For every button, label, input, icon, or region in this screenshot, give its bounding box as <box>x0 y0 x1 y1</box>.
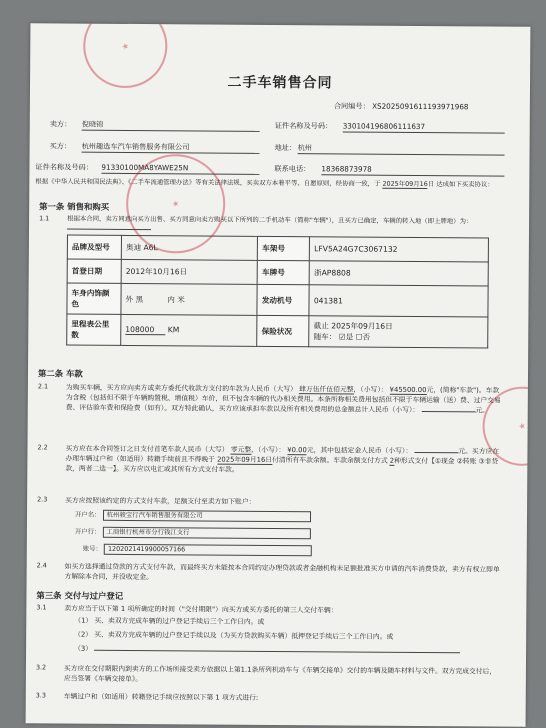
clause-1-1-number: 1.1 <box>39 214 50 223</box>
account-name: 杭州骏宝行汽车销售服务有限公司 <box>103 510 311 522</box>
phone-label: 联系电话： <box>274 163 311 174</box>
clause-3-1-option-2: （2） 买、卖双方完成车辆的过户登记手续以及（为买方贷款购买车辆）抵押登记手续后三个工作日内。或 <box>74 630 394 641</box>
follow-yes-checkbox[interactable]: ☑ <box>338 332 346 342</box>
color-label: 车身内饰颜色 <box>67 283 121 314</box>
clause-2-2-text-c: 元，其中包括定金人民币（小写）： <box>306 446 413 455</box>
bank-name: 工商银行杭州市分行钱江支行 <box>102 527 310 539</box>
price-uppercase: 肆万伍仟伍佰元整 <box>299 385 354 394</box>
account-number-label: 账号： <box>82 544 102 553</box>
plate-label: 车牌号 <box>257 260 309 284</box>
clause-3-1-option-3-label: （3） <box>74 644 93 653</box>
payment-deadline: 2025年09月16日 <box>217 455 273 464</box>
clause-3-1: 卖方应当于以下第 1 项所确定的时间（"交付期限"）向买方或买方委托的第三人交付车辆： <box>64 604 338 615</box>
phone: 18368873978 <box>321 164 504 176</box>
clause-2-1 <box>66 383 502 416</box>
section-1-title: 第一条 销售和购买 <box>39 201 110 212</box>
follow-label: 随车： <box>313 332 337 342</box>
brand-label: 品牌及型号 <box>67 235 121 259</box>
vin-value: LFV5A24G7C3067132 <box>310 237 489 262</box>
option-3-blank <box>94 650 460 654</box>
company-seal: ★ <box>73 23 178 98</box>
buyer-cert-label: 证件名称及号码： <box>35 162 93 172</box>
page-title: 二手车销售合同 <box>227 74 333 92</box>
clause-2-4: 如买方选择通过贷款的方式支付车款，而最终买方未能按本合同约定办理贷款或者金融机构未足额批准买方申请的汽车消费贷款，卖方有权立即单方解除本合同，并没收定金。 <box>64 562 500 582</box>
contract-number-label: 合同编号： <box>333 101 370 111</box>
insurance-value <box>309 316 488 348</box>
bank-row <box>75 527 311 540</box>
section-3-title: 第三条 交付与过户登记 <box>36 590 124 601</box>
insurance-end: 截止 2025年09月16日 <box>313 321 393 331</box>
mileage-unit: KM <box>167 325 180 335</box>
contract-page <box>26 23 531 726</box>
contract-number-row <box>334 101 469 112</box>
clause-2-3-number: 2.3 <box>37 495 48 504</box>
clause-3-2-number: 3.2 <box>35 663 47 672</box>
company-seal: ★ <box>114 142 238 266</box>
follow-yes-label: 是 <box>345 332 354 342</box>
mileage-label: 里程表公里数 <box>67 314 121 345</box>
account-number-row <box>83 544 312 557</box>
seller-label: 卖方： <box>49 119 72 129</box>
clause-3-1-option-3 <box>74 644 510 657</box>
cert-label: 证件名称及号码： <box>274 120 333 131</box>
vehicle-info-table <box>66 235 489 349</box>
clause-2-1-text-b: ，（小写）： <box>353 385 388 394</box>
clause-3-3: 车辆过户和（如适用）转籍登记手续应按照以下第 1 项方式进行: <box>63 692 259 702</box>
down-payment-uppercase: 零元整 <box>230 445 252 454</box>
clause-3-3-number: 3.3 <box>35 691 46 700</box>
account-number: 1202021419900057166 <box>104 544 312 556</box>
address-label: 地址： <box>274 142 297 153</box>
clause-1-1 <box>67 215 507 236</box>
engine-value: 041381 <box>309 285 488 317</box>
clause-2-2-text-f: 种形式支付【①现金 ②转账 ③非贷款，两者二选一】。买方应以电汇或其所有方式支付车款。 <box>65 456 499 474</box>
address: 杭州 <box>298 143 505 155</box>
intro-paragraph <box>35 177 523 189</box>
follow-no-label: 否 <box>362 332 371 342</box>
company-seal: ★ <box>473 377 531 476</box>
insurance-label: 保险状况 <box>257 315 309 346</box>
follow-no-checkbox[interactable]: ☐ <box>355 332 363 342</box>
clause-3-1-option-1: （1） 买、卖双方完成车辆的过户登记手续后三个工作日内。或 <box>74 616 265 626</box>
account-name-label: 开户名： <box>74 510 101 519</box>
total-blank <box>421 411 475 412</box>
first-registration-value: 2012年10月16日 <box>121 259 257 284</box>
deposit-blank <box>414 452 458 453</box>
payment-method: 2 <box>389 456 395 465</box>
registration-place <box>67 229 151 231</box>
clause-2-1-text-d: 元，(简称"车款")。车款为含税（包括但不限于车辆购置税、增值税）车价，但不包含车辆的代办相关费用。本条所称相关费用包括但不限于车辆运输（送）费、过户交易费、评估验车费和保险费（如有）。双方特此确认，买方应该承担车款以及所有相关费用的总金额总计人民币（小写）： <box>65 386 501 414</box>
sign-date: 2025年09月16 <box>382 179 428 189</box>
buyer-label: 买方： <box>49 141 72 151</box>
clause-2-2 <box>65 444 501 477</box>
color-value <box>121 283 258 315</box>
clause-2-3: 买方应按照该约定的方式支付车款，足额支付至卖方如下账户： <box>65 496 256 506</box>
contract-number: XS2025091611193971968 <box>372 101 469 112</box>
clause-2-1-number: 2.1 <box>37 382 49 391</box>
clause-2-2-text: 买方应在本合同签订之日支付首笔车款人民币（大写） <box>65 444 229 454</box>
clause-3-2: 买方应在交付期限内到卖方的工作场所接受卖方依据以上第1.1条所列机动车与《车辆交接单》交付的车辆及随车材料与文件。双方完成交付后，应当签署《车辆交接单》。 <box>63 664 497 684</box>
clause-2-4-number: 2.4 <box>36 561 47 570</box>
plate-value: 浙AP8808 <box>309 261 488 286</box>
clause-2-1-text: 为购买车辆，买方应向卖方或卖方委托代收款方支付的车款为人民币（大写） <box>65 383 298 394</box>
clause-2-2-text-b: ，（小写）： <box>251 445 286 455</box>
account-name-row <box>75 510 311 523</box>
exterior-color: 外 黑 <box>125 294 144 304</box>
buyer-cert-number: 91330100MA8YAWE25N <box>101 163 259 175</box>
seller-cert-number: 330104196806111637 <box>343 121 505 133</box>
clause-2-2-number: 2.2 <box>37 443 48 452</box>
clause-3-1-number: 3.1 <box>36 603 47 612</box>
brand-value: 奥迪 A6L <box>121 235 257 260</box>
engine-label: 发动机号 <box>257 284 309 315</box>
intro-text: 根据《中华人民共和国民法典》、《二手车流通管理办法》等有关法律法规，买卖双方本着平等、自愿原则，经协商一致，于 <box>35 177 381 188</box>
mileage-value <box>121 314 258 346</box>
vin-label: 车架号 <box>258 236 310 260</box>
mileage-number: 108000 <box>125 325 165 335</box>
clause-2-1-text-e: 元。 <box>475 406 489 415</box>
interior-color: 内 米 <box>167 294 185 304</box>
clause-2-2-text-d: 元。买方应在办理车辆过户和（如适用）转籍手续前且不得晚于 <box>65 447 500 464</box>
clause-2-2-text-e: 付清所有车款余额。车款余额支付方式 <box>272 455 388 465</box>
clause-1-1-text: 根据本合同，卖方同意向买方出售、买方同意向卖方购买以下所列的二手机动车（简称"车辆"），且买方已确定，车辆的转入地（即上牌地）为： <box>67 214 473 226</box>
price-lowercase: ¥45500.00 <box>389 385 427 395</box>
buyer-name: 杭州趣选车汽车销售服务有限公司 <box>82 142 260 154</box>
bank-label: 开户行： <box>74 527 101 536</box>
first-registration-label: 首登日期 <box>67 259 121 283</box>
down-payment-lowercase: ¥0.00 <box>287 446 307 455</box>
seller-name: 倪晓锦 <box>82 120 260 132</box>
section-2-title: 第二条 车款 <box>37 368 83 379</box>
intro-text-end: 日 达成如下买卖协议： <box>427 180 494 189</box>
